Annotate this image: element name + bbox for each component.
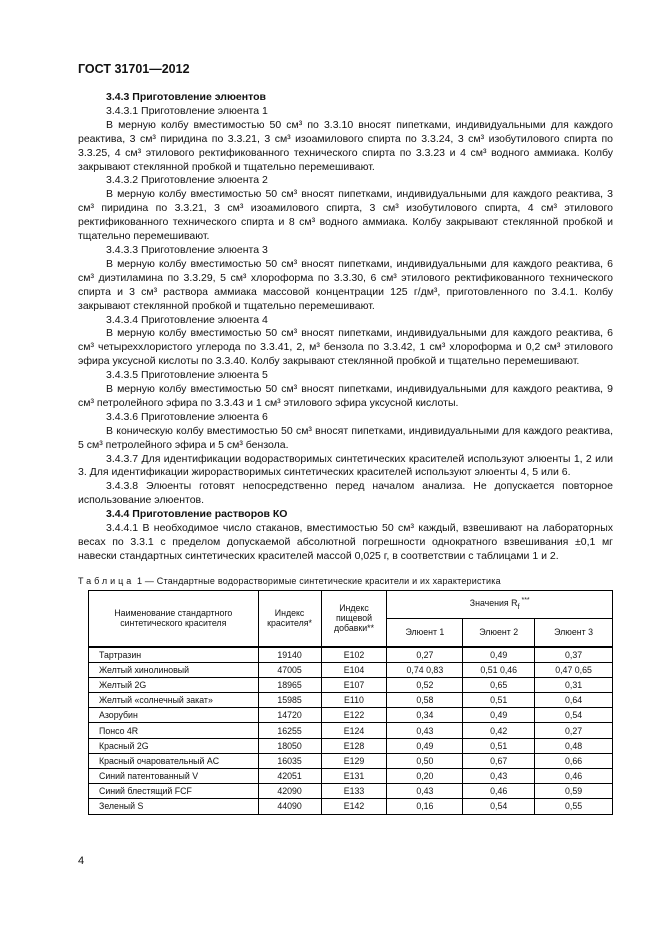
table-row [89,769,613,784]
table-row [89,708,613,723]
rf-eluent-1-cell: 0,52 [387,677,463,692]
dye-name-cell: Зеленый S [89,799,259,814]
header-eluent-2: Элюент 2 [463,619,535,647]
dye-index-cell: 15985 [258,693,321,708]
additive-index-cell: E102 [321,647,387,663]
dye-index-cell: 16255 [258,723,321,738]
additive-index-cell: E110 [321,693,387,708]
paragraph: 3.4.3.6 Приготовление элюента 6 [106,410,268,423]
rf-eluent-1-cell: 0,50 [387,753,463,768]
rf-eluent-1-cell: 0,34 [387,708,463,723]
rf-eluent-2-cell: 0,65 [463,677,535,692]
paragraph: 3.4.3.5 Приготовление элюента 5 [106,369,268,382]
rf-eluent-2-cell: 0,43 [463,769,535,784]
paragraph: 3.4.3.7 Для идентификации водорастворимых синтетических красителей используют элюенты 1, 2 или 3. Для идентификации жирорастворимых синтетических красителей используют элюенты 4, 5 или 6. [78,452,613,479]
header-additive-index: Индекс пищевой добавки** [321,591,387,647]
section-heading: 3.4.3 Приготовление элюентов [106,91,266,103]
additive-index-cell: E129 [321,753,387,768]
rf-eluent-2-cell: 0,51 [463,693,535,708]
paragraph: В мерную колбу вместимостью 50 см³ вносят пипетками, индивидуальными для каждого реактива, 6 см³ диэтиламина по 3.3.29, 5 см³ хлороформа по 3.3.30, 6 см³ этилового ректификованного технического спирта и 3 см³ раствора аммиака массовой концентрации 125 г/дм³, приготовленного по 3.4.1. Колбу закрывают стеклянной пробкой и тщательно перемешивают. [78,257,613,312]
rf-eluent-3-cell: 0,55 [535,799,613,814]
rf-eluent-3-cell: 0,31 [535,677,613,692]
rf-eluent-3-cell: 0,46 [535,769,613,784]
paragraph: В коническую колбу вместимостью 50 см³ вносят пипетками, индивидуальными для каждого реактива, 5 см³ петролейного эфира и 5 см³ бензола. [78,424,613,451]
table-row [89,693,613,708]
rf-eluent-2-cell: 0,49 [463,708,535,723]
dye-index-cell: 47005 [258,662,321,677]
header-rf-label: Значения R [469,598,518,609]
paragraph: 3.4.3.1 Приготовление элюента 1 [106,104,268,117]
dye-index-cell: 18965 [258,677,321,692]
rf-eluent-3-cell: 0,59 [535,784,613,799]
page-number: 4 [78,855,85,867]
dye-index-cell: 42090 [258,784,321,799]
table-caption [78,576,501,586]
dye-index-cell: 19140 [258,647,321,663]
dye-name-cell: Понсо 4R [89,723,259,738]
rf-eluent-2-cell: 0,67 [463,753,535,768]
paragraph: В мерную колбу вместимостью 50 см³ вносят пипетками, индивидуальными для каждого реактива, 3 см³ пиридина по 3.3.21, 3 см³ изоамилового спирта, 3 см³ изобутилового спирта, 4 см³ этилового ректификованного технического спирта и 8 см³ водного аммиака. Колбу закрывают стеклянной пробкой и тщательно перемешивают. [78,188,613,243]
rf-eluent-1-cell: 0,74 0,83 [387,662,463,677]
rf-eluent-1-cell: 0,49 [387,738,463,753]
additive-index-cell: E124 [321,723,387,738]
dye-name-cell: Желтый «солнечный закат» [89,693,259,708]
dye-index-cell: 42051 [258,769,321,784]
rf-eluent-1-cell: 0,16 [387,799,463,814]
dye-name-cell: Красный 2G [89,738,259,753]
additive-index-cell: E122 [321,708,387,723]
additive-index-cell: E107 [321,677,387,692]
header-eluent-3: Элюент 3 [535,619,613,647]
rf-eluent-3-cell: 0,27 [535,723,613,738]
rf-eluent-1-cell: 0,27 [387,647,463,663]
paragraph: В мерную колбу вместимостью 50 см³ по 3.3.10 вносят пипетками, индивидуальными для каждого реактива, 3 см³ пиридина по 3.3.21, 3 см³ изоамилового спирта по 3.3.24, 3 см³ изобутилового спирта по 3.3.25, 4 см³ этилового ректификованного технического спирта по 3.3.23 и 4 см³ водного аммиака. Колбу закрывают стеклянной пробкой и тщательно перемешивают. [78,118,613,173]
rf-eluent-1-cell: 0,58 [387,693,463,708]
dye-name-cell: Красный очаровательный AC [89,753,259,768]
dye-name-cell: Тартразин [89,647,259,663]
rf-eluent-2-cell: 0,51 0,46 [463,662,535,677]
header-dye-name: Наименование стандартного синтетического красителя [89,591,259,647]
table-caption-label: Таблица [78,576,135,586]
table-row [89,738,613,753]
dye-name-cell: Синий блестящий FCF [89,784,259,799]
additive-index-cell: E131 [321,769,387,784]
header-eluent-1: Элюент 1 [387,619,463,647]
dye-index-cell: 14720 [258,708,321,723]
table-row [89,784,613,799]
rf-eluent-3-cell: 0,47 0,65 [535,662,613,677]
rf-eluent-3-cell: 0,54 [535,708,613,723]
header-rf-values [387,591,613,619]
paragraph: 3.4.3.3 Приготовление элюента 3 [106,243,268,256]
rf-eluent-2-cell: 0,54 [463,799,535,814]
dye-index-cell: 16035 [258,753,321,768]
table-row [89,647,613,663]
dye-name-cell: Синий патентованный V [89,769,259,784]
dye-name-cell: Желтый 2G [89,677,259,692]
additive-index-cell: E104 [321,662,387,677]
dyes-table [88,590,613,815]
paragraph: 3.4.3.4 Приготовление элюента 4 [106,313,268,326]
header-dye-index: Индекс красителя* [258,591,321,647]
rf-eluent-2-cell: 0,46 [463,784,535,799]
rf-eluent-1-cell: 0,43 [387,723,463,738]
paragraph: 3.4.3.2 Приготовление элюента 2 [106,174,268,187]
dye-name-cell: Азорубин [89,708,259,723]
rf-eluent-3-cell: 0,48 [535,738,613,753]
document-header: ГОСТ 31701—2012 [78,62,190,76]
section-heading: 3.4.4 Приготовление растворов КО [106,508,288,521]
rf-eluent-3-cell: 0,66 [535,753,613,768]
header-rf-subscript: f [517,601,520,611]
additive-index-cell: E133 [321,784,387,799]
rf-eluent-1-cell: 0,43 [387,784,463,799]
rf-eluent-3-cell: 0,64 [535,693,613,708]
paragraph: 3.4.4.1 В необходимое число стаканов, вместимостью 50 см³ каждый, взвешивают на лабораторных весах по 3.3.1 с пределом допускаемой абсолютной погрешности однократного взвешивания ±0,1 мг навески стандартных синтетических красителей массой 0,025 г, в соответствии с таблицами 1 и 2. [78,522,613,562]
table-row [89,723,613,738]
paragraph: В мерную колбу вместимостью 50 см³ вносят пипетками, индивидуальными для каждого реактива, 9 см³ петролейного эфира по 3.3.43 и 1 см³ этилового эфира уксусной кислоты. [78,383,613,409]
rf-eluent-1-cell: 0,20 [387,769,463,784]
dyes-table-body [89,647,613,815]
dye-index-cell: 18050 [258,738,321,753]
additive-index-cell: E128 [321,738,387,753]
table-row [89,753,613,768]
header-rf-mark: *** [519,597,530,605]
table-row [89,799,613,814]
rf-eluent-3-cell: 0,37 [535,647,613,663]
dye-index-cell: 44090 [258,799,321,814]
table-row [89,662,613,677]
rf-eluent-2-cell: 0,51 [463,738,535,753]
rf-eluent-2-cell: 0,42 [463,723,535,738]
additive-index-cell: E142 [321,799,387,814]
document-body [78,91,613,564]
paragraph: 3.4.3.8 Элюенты готовят непосредственно перед началом анализа. Не допускается повторное использование элюентов. [78,480,613,507]
table-row [89,677,613,692]
table-caption-text: 1 — Стандартные водорастворимые синтетические красители и их характеристика [137,576,501,586]
dye-name-cell: Желтый хинолиновый [89,662,259,677]
paragraph: В мерную колбу вместимостью 50 см³ вносят пипетками, индивидуальными для каждого реактива, 6 см³ четыреххлористого углерода по 3.3.41, 2, м³ бензола по 3.3.42, 1 см³ хлороформа и 0,2 см³ этилового эфира уксусной кислоты по 3.3.40. Колбу закрывают стеклянной пробкой и тщательно перемешивают. [78,327,613,368]
rf-eluent-2-cell: 0,49 [463,647,535,663]
